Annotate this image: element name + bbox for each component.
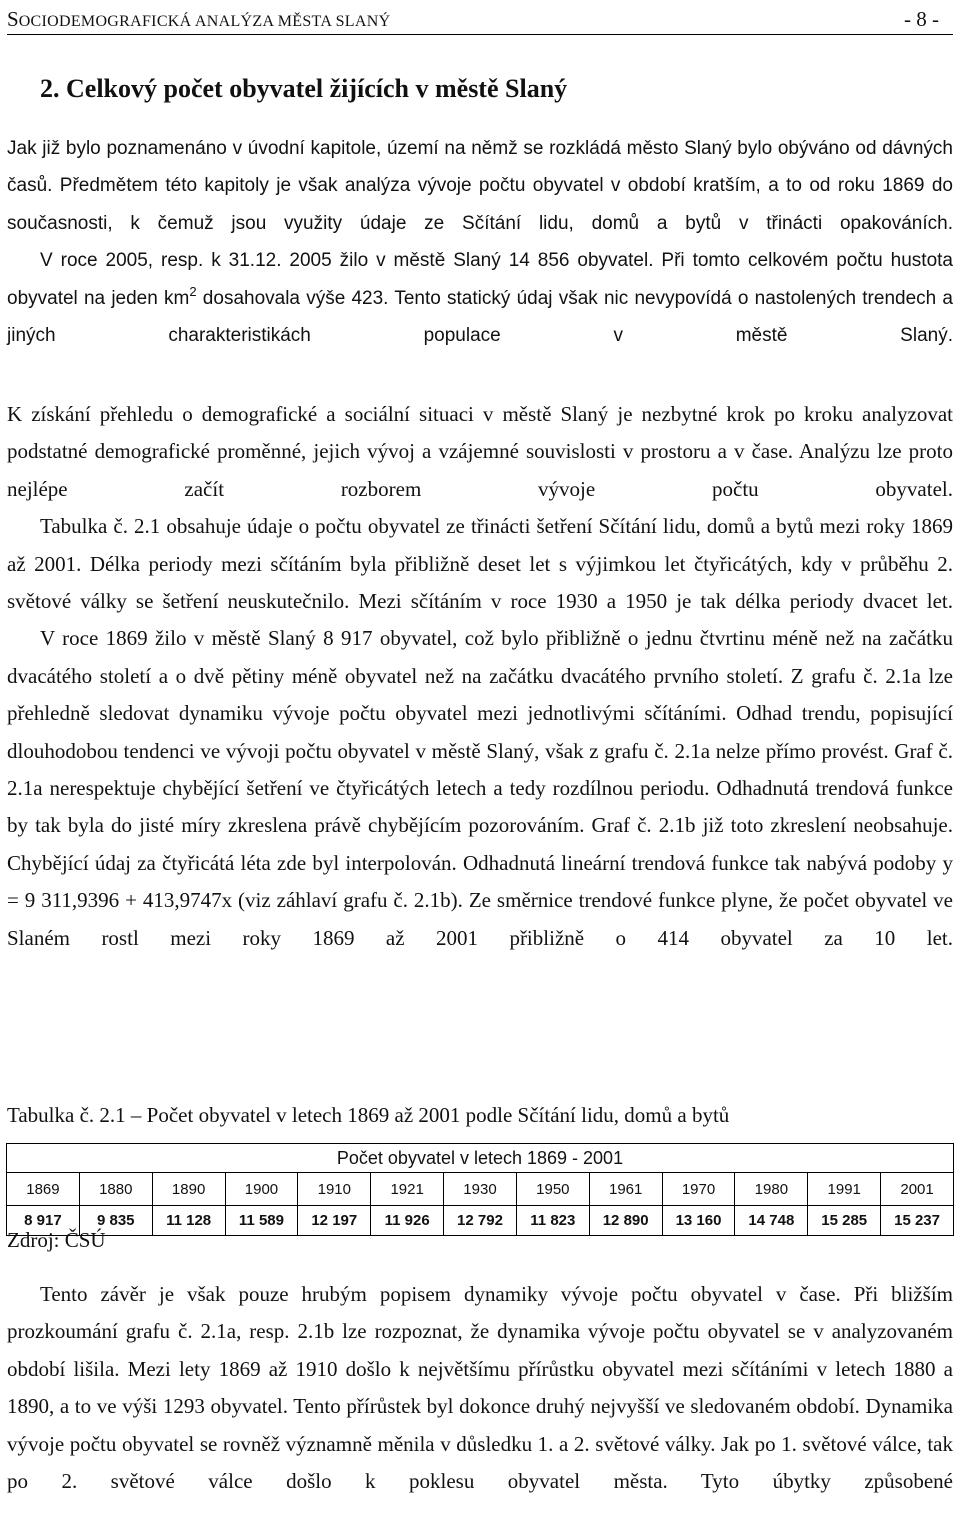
table-value-cell: 9 835 [79,1206,152,1236]
table-value-cell: 12 890 [589,1206,662,1236]
population-table [6,1143,954,1236]
text-block-2 [7,396,953,957]
table-years-row [7,1173,954,1206]
table-year-cell: 1930 [444,1173,517,1206]
table-year-cell: 1910 [298,1173,371,1206]
text-block-3 [7,1276,953,1500]
paragraph-2 [7,242,953,354]
km-superscript: 2 [189,283,197,299]
table-value-cell: 14 748 [735,1206,808,1236]
header-title [7,6,390,35]
population-table-wrapper [6,1143,954,1236]
table-value-cell: 12 792 [444,1206,517,1236]
table-value-cell: 11 926 [371,1206,444,1236]
table-value-cell: 12 197 [298,1206,371,1236]
table-caption: Tabulka č. 2.1 – Počet obyvatel v letech 1869 až 2001 podle Sčítání lidu, domů a bytů [7,1103,730,1127]
paragraph-2-part-a: V roce 2005, resp. k 31.12. 2005 žilo v městě Slaný 14 856 obyvatel. Při tomto celkovém počtu hustota obyvatel na jeden km [7,250,953,309]
table-value-cell: 13 160 [662,1206,735,1236]
header-title-initial: S [7,7,19,31]
table-year-cell: 1869 [7,1173,80,1206]
paragraph-1: Jak již bylo poznamenáno v úvodní kapitole, území na němž se rozkládá město Slaný bylo obýváno od dávných časů. Předmětem této kapitoly je však analýza vývoje počtu obyvatel v období kratším, a to od roku 1869 do současnosti, k čemuž jsou využity údaje ze Sčítání lidu, domů a bytů v třinácti opakováních. [7,138,953,234]
table-year-cell: 1921 [371,1173,444,1206]
header-title-rest: OCIODEMOGRAFICKÁ ANALÝZA MĚSTA SLANÝ [18,13,391,30]
paragraph-3: K získání přehledu o demografické a sociální situaci v městě Slaný je nezbytné krok po kroku analyzovat podstatné demografické proměnné, jejich vývoj a vzájemné souvislosti v prostoru a v čase. Analýzu lze proto nejlépe začít rozborem vývoje počtu obyvatel. [7,402,953,501]
section-heading: 2. Celkový počet obyvatel žijících v městě Slaný [40,74,568,103]
table-year-cell: 1980 [735,1173,808,1206]
table-year-cell: 1961 [589,1173,662,1206]
text-block-1 [7,130,953,354]
paragraph-4: Tabulka č. 2.1 obsahuje údaje o počtu obyvatel ze třinácti šetření Sčítání lidu, domů a bytů mezi roky 1869 až 2001. Délka periody mezi sčítáním byla přibližně deset let s výjimkou let čtyřicátých, kdy v průběhu 2. světové války se šetření neuskutečnilo. Mezi sčítáním v roce 1930 a 1950 je tak délka periody dvacet let. [7,514,953,614]
table-year-cell: 1950 [516,1173,589,1206]
running-header [7,4,953,35]
page-number: - 8 - [904,7,939,31]
table-year-cell: 1991 [808,1173,881,1206]
table-source: Zdroj: ČSÚ [7,1228,106,1252]
table-year-cell: 2001 [881,1173,954,1206]
table-year-cell: 1890 [152,1173,225,1206]
paragraph-5: V roce 1869 žilo v městě Slaný 8 917 obyvatel, což bylo přibližně o jednu čtvrtinu méně než na začátku dvacátého století a o dvě pětiny méně obyvatel než na začátku dvacátého prvního století. Z grafu č. 2.1a lze přehledně sledovat dynamiku vývoje počtu obyvatel mezi jednotlivými sčítáními. Odhad trendu, popisující dlouhodobou tendenci ve vývoji počtu obyvatel v městě Slaný, však z grafu č. 2.1a nelze přímo provést. Graf č. 2.1a nerespektuje chybějící šetření ve čtyřicátých letech a tedy rozdílnou periodu. Odhadnutá trendová funkce by tak byla do jisté míry zkreslena právě chybějícím pozorováním. Graf č. 2.1b již toto zkreslení neobsahuje. Chybějící údaj za čtyřicátá léta zde byl interpolován. Odhadnutá lineární trendová funkce tak nabývá podoby y = 9 311,9396 + 413,9747x (viz záhlaví grafu č. 2.1b). Ze směrnice trendové funkce plyne, že počet obyvatel ve Slaném rostl mezi roky 1869 až 2001 přibližně o 414 obyvatel za 10 let. [7,626,953,950]
table-year-cell: 1880 [79,1173,152,1206]
table-title: Počet obyvatel v letech 1869 - 2001 [7,1144,954,1173]
paragraph-6: Tento závěr je však pouze hrubým popisem dynamiky vývoje počtu obyvatel v čase. Při bližším prozkoumání grafu č. 2.1a, resp. 2.1b lze rozpoznat, že dynamika vývoje počtu obyvatel se v analyzovaném období lišila. Mezi lety 1869 až 1910 došlo k největšímu přírůstku obyvatel mezi sčítáními v letech 1880 a 1890, a to ve výši 1293 obyvatel. Tento přírůstek byl dokonce druhý nejvyšší ve sledovaném období. Dynamika vývoje počtu obyvatel se rovněž významně měnila v důsledku 1. a 2. světové války. Jak po 1. světové válce, tak po 2. světové válce došlo k poklesu obyvatel města. Tyto úbytky způsobené [7,1282,953,1494]
paragraph-2-part-b: dosahovala výše 423. Tento statický údaj však nic nevypovídá o nastolených trendech a jiných charakteristikách populace v městě Slaný. [7,287,953,347]
table-value-cell: 15 237 [881,1206,954,1236]
table-values-row [7,1206,954,1236]
table-value-cell: 11 589 [225,1206,298,1236]
table-value-cell: 15 285 [808,1206,881,1236]
table-year-cell: 1970 [662,1173,735,1206]
table-year-cell: 1900 [225,1173,298,1206]
table-value-cell: 8 917 [7,1206,80,1236]
table-value-cell: 11 128 [152,1206,225,1236]
table-title-row [7,1144,954,1173]
table-value-cell: 11 823 [516,1206,589,1236]
